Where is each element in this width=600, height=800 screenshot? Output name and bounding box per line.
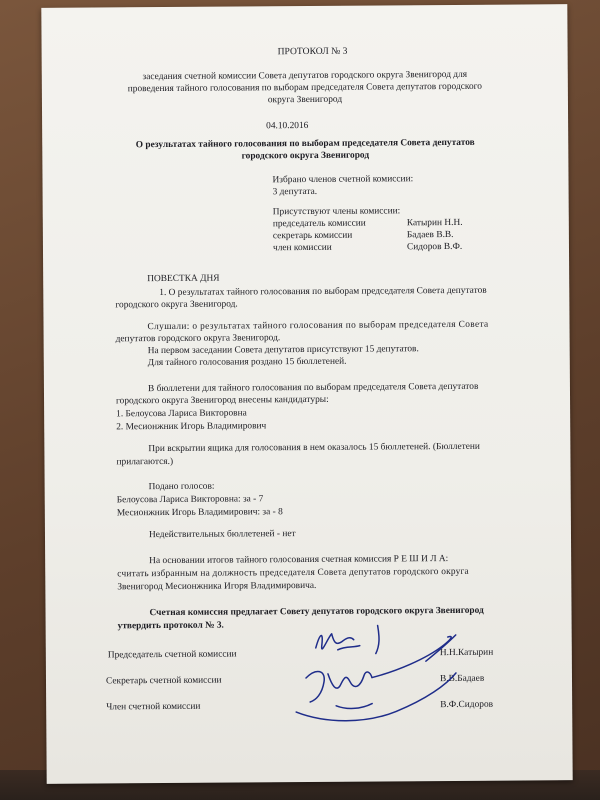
- signature-stroke: [306, 671, 372, 702]
- protocol-heading: [72, 136, 538, 164]
- document-page: [41, 4, 572, 784]
- subtitle-line: заседания счетной комиссии Совета депутатов городского округа Звенигород для: [142, 69, 468, 83]
- votes-label: Подано голосов:: [148, 481, 215, 493]
- heard-line: депутатов городского округа Звенигород.: [115, 333, 281, 345]
- present-label: Присутствуют члены комиссии:: [272, 206, 401, 218]
- vote-result: Белоусова Лариса Викторовна: за - 7: [116, 494, 264, 506]
- candidate-item: 1. Белоусова Лариса Викторовна: [116, 408, 247, 420]
- signature-role: Член счетной комиссии: [106, 701, 201, 713]
- ballots-issued-line: Для тайного голосования роздано 15 бюллетеней.: [147, 356, 347, 369]
- subtitle-line: проведения тайного голосования по выборам председателя Совета депутатов городского: [127, 81, 482, 95]
- subtitle-line: округа Звенигород: [267, 95, 343, 106]
- protocol-date: 04.10.2016: [266, 120, 309, 132]
- vote-result: Месионжник Игорь Владимирович: за - 8: [116, 507, 283, 519]
- heard-line: Слушали: о результатах тайного голосования по выборам председателя Совета: [147, 319, 489, 333]
- proposal-line: Счетная комиссия предлагает Совету депутатов городского округа Звенигород: [149, 605, 484, 619]
- agenda-heading: ПОВЕСТКА ДНЯ: [147, 273, 220, 285]
- heading-line: О результатах тайного голосования по выборам председателя Совета депутатов: [135, 137, 475, 151]
- signature-stroke: [372, 636, 452, 677]
- agenda-item-line: 1. О результатах тайного голосования по выборам председателя Совета депутатов: [159, 285, 487, 299]
- protocol-title: ПРОТОКОЛ № 3: [277, 45, 348, 58]
- box-opening-line: При вскрытии ящика для голосования в нем оказалось 15 бюллетеней. (Бюллетени: [148, 441, 480, 455]
- signature-stroke: [376, 626, 380, 654]
- signature-name: В.Ф.Сидоров: [440, 699, 494, 711]
- member-name: Бадаев В.В.: [406, 229, 454, 241]
- signature-stroke: [296, 673, 456, 721]
- decision-line: считать избранным на должность председателя Совета депутатов городского округа: [117, 566, 469, 580]
- member-name: Сидоров В.Ф.: [406, 241, 463, 253]
- candidates-intro-line: В бюллетени для тайного голосования по выборам председателя Совета депутатов: [147, 381, 479, 395]
- invalid-ballots-line: Недействительных бюллетеней - нет: [148, 529, 296, 541]
- candidates-intro-line: городского округа Звенигород внесены кандидатуры:: [116, 394, 329, 407]
- decision-line: Звенигород Месионжника Игоря Владимировича.: [117, 580, 317, 593]
- handwritten-signatures: [276, 615, 487, 736]
- member-name: Катырин Н.Н.: [406, 217, 463, 229]
- signature-stroke: [316, 634, 360, 650]
- elected-label: Избрано членов счетной комиссии:: [272, 174, 414, 186]
- present-deputies-line: На первом заседании Совета депутатов присутствуют 15 депутатов.: [147, 344, 419, 357]
- signature-role: Секретарь счетной комиссии: [105, 675, 222, 687]
- member-role: член комиссии: [272, 242, 332, 254]
- signature-name: В.В.Бадаев: [439, 673, 485, 685]
- signature-role: Председатель счетной комиссии: [107, 649, 237, 661]
- member-role: председатель комиссии: [272, 218, 366, 230]
- signature-stroke: [336, 704, 372, 709]
- decision-line: На основании итогов тайного голосования счетная комиссия Р Е Ш И Л А:: [149, 554, 449, 567]
- heading-line: городского округа Звенигород: [241, 150, 370, 162]
- protocol-subtitle: [72, 68, 538, 108]
- box-opening-line: прилагаются.): [116, 456, 174, 468]
- elected-value: 3 депутата.: [272, 186, 318, 198]
- signature-stroke: [426, 635, 456, 661]
- signature-name: Н.Н.Катырин: [439, 647, 494, 659]
- member-role: секретарь комиссии: [272, 230, 353, 242]
- proposal-line: утвердить протокол № 3.: [117, 620, 224, 632]
- agenda-item-line: городского округа Звенигород.: [115, 299, 238, 311]
- candidate-item: 2. Месионжник Игорь Владимирович: [116, 421, 267, 433]
